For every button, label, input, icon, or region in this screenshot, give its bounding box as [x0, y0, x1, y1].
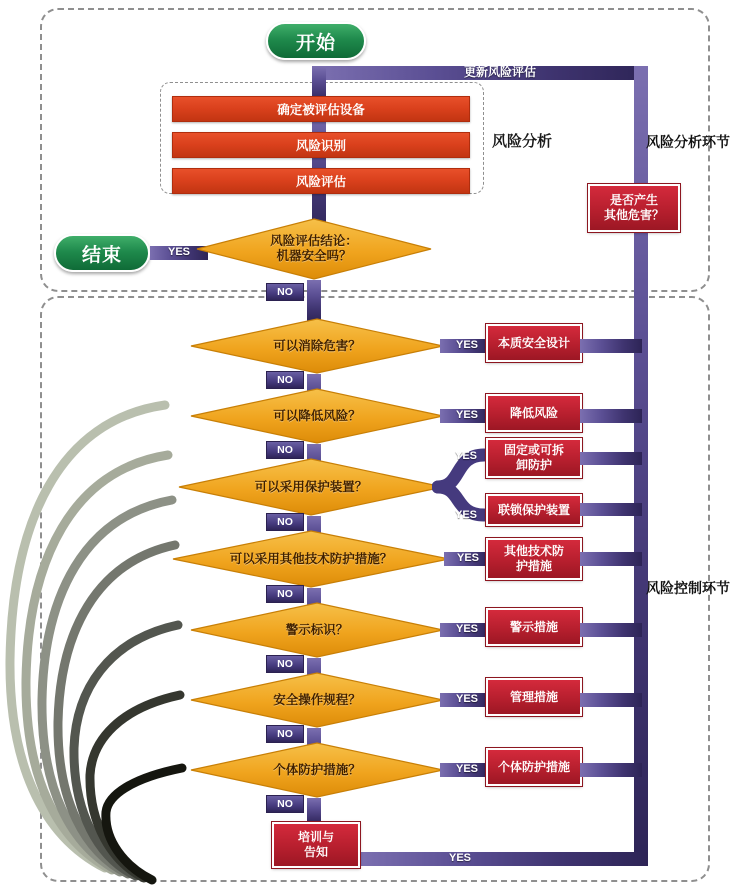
result-ppe-measures[interactable] — [486, 748, 582, 786]
decision-safe-operating-procedure-label: 安全操作规程？ — [273, 692, 361, 707]
connector-r7-to-trunk — [580, 763, 642, 777]
label-d1-yes: YES — [455, 339, 478, 351]
step-identify-equipment-label: 确定被评估设备 — [277, 103, 365, 117]
result-reduce-risk-label: 降低风险 — [509, 405, 558, 420]
result-reduce-risk[interactable] — [486, 394, 582, 432]
connector-r5-to-trunk — [580, 623, 642, 637]
decision-risk-conclusion[interactable] — [196, 218, 432, 280]
connector-bottom-trunk — [360, 852, 648, 866]
label-d4-no: NO — [266, 585, 304, 603]
label-d0-yes: YES — [167, 246, 190, 258]
connector-r6-to-trunk — [580, 693, 642, 707]
step-risk-evaluation[interactable] — [172, 168, 470, 194]
node-other-hazard-line1: 是否产生 — [609, 193, 658, 207]
label-d3-no: NO — [266, 513, 304, 531]
decision-reduce-risk-label: 可以降低风险？ — [273, 408, 361, 423]
label-d7-no: NO — [266, 795, 304, 813]
label-d2-no: NO — [266, 441, 304, 459]
label-d5-no: NO — [266, 655, 304, 673]
connector-r4-to-trunk — [580, 552, 642, 566]
result-ppe-measures-label: 个体防护措施 — [497, 759, 570, 774]
result-interlock-guard-label: 联锁保护装置 — [497, 502, 570, 517]
node-start-label: 开始 — [295, 32, 336, 54]
result-other-tech-line1: 其他技术防 — [503, 544, 564, 558]
result-inherent-safe-design[interactable] — [486, 324, 582, 362]
decision-risk-conclusion-line1: 风险评估结论： — [270, 234, 358, 248]
side-label-risk-analysis: 风险分析环节 — [646, 134, 730, 150]
step-risk-identification-label: 风险识别 — [295, 139, 346, 153]
step-risk-evaluation-label: 风险评估 — [295, 175, 346, 189]
label-d6-no: NO — [266, 725, 304, 743]
label-training-yes: YES — [448, 852, 471, 864]
group-label-risk-analysis: 风险分析 — [492, 133, 553, 150]
label-d7-yes: YES — [455, 763, 478, 775]
decision-safe-operating-procedure[interactable] — [190, 672, 444, 728]
node-end[interactable] — [54, 234, 150, 272]
result-fixed-or-removable-guard[interactable] — [486, 438, 582, 478]
label-d4-yes: YES — [456, 552, 479, 564]
decision-eliminate-hazard[interactable] — [190, 318, 444, 374]
connector-r3b-to-trunk — [580, 503, 642, 516]
decision-warning-sign[interactable] — [190, 602, 444, 658]
decision-reduce-risk[interactable] — [190, 388, 444, 444]
result-management-measures[interactable] — [486, 678, 582, 716]
connector-r1-to-trunk — [580, 339, 642, 353]
label-d3-yes-a: YES — [454, 450, 477, 462]
node-training-notice-line2: 告知 — [303, 845, 328, 859]
node-training-notice[interactable] — [272, 822, 360, 868]
node-other-hazard-line2: 其他危害？ — [603, 208, 664, 222]
connector-d0-no — [307, 280, 321, 322]
label-d1-no: NO — [266, 371, 304, 389]
node-training-notice-line1: 培训与 — [297, 830, 334, 844]
label-update-assessment: 更新风险评估 — [463, 64, 536, 79]
step-risk-identification[interactable] — [172, 132, 470, 158]
connector-r2-to-trunk — [580, 409, 642, 423]
node-start[interactable] — [266, 22, 366, 60]
decision-warning-sign-label: 警示标识？ — [285, 622, 349, 637]
decision-eliminate-hazard-label: 可以消除危害？ — [273, 338, 361, 353]
result-interlock-guard[interactable] — [486, 494, 582, 526]
connector-r3a-to-trunk — [580, 452, 642, 465]
label-d5-yes: YES — [455, 623, 478, 635]
label-d3-yes-b: YES — [454, 509, 477, 521]
decision-ppe[interactable] — [190, 742, 444, 798]
label-d6-yes: YES — [455, 693, 478, 705]
decision-risk-conclusion-line2: 机器安全吗？ — [276, 249, 352, 263]
step-identify-equipment[interactable] — [172, 96, 470, 122]
decision-other-technical-measures[interactable] — [172, 530, 450, 588]
decision-protective-device-label: 可以采用保护装置？ — [254, 479, 368, 494]
result-other-technical-measures[interactable] — [486, 538, 582, 580]
decision-other-technical-measures-label: 可以采用其他技术防护措施？ — [229, 551, 393, 566]
side-label-risk-control: 风险控制环节 — [646, 580, 730, 596]
node-end-label: 结束 — [81, 244, 122, 266]
decision-protective-device[interactable] — [178, 458, 444, 516]
result-fixed-guard-line2: 卸防护 — [515, 458, 552, 472]
label-d2-yes: YES — [455, 409, 478, 421]
result-other-tech-line2: 护措施 — [515, 559, 552, 573]
decision-ppe-label: 个体防护措施？ — [273, 762, 361, 777]
result-management-measures-label: 管理措施 — [509, 689, 558, 704]
result-warning-measures[interactable] — [486, 608, 582, 646]
label-d0-no: NO — [266, 283, 304, 301]
result-inherent-safe-design-label: 本质安全设计 — [497, 335, 570, 350]
node-other-hazard[interactable] — [588, 184, 680, 232]
result-fixed-guard-line1: 固定或可拆 — [503, 443, 564, 457]
result-warning-measures-label: 警示措施 — [509, 619, 558, 634]
